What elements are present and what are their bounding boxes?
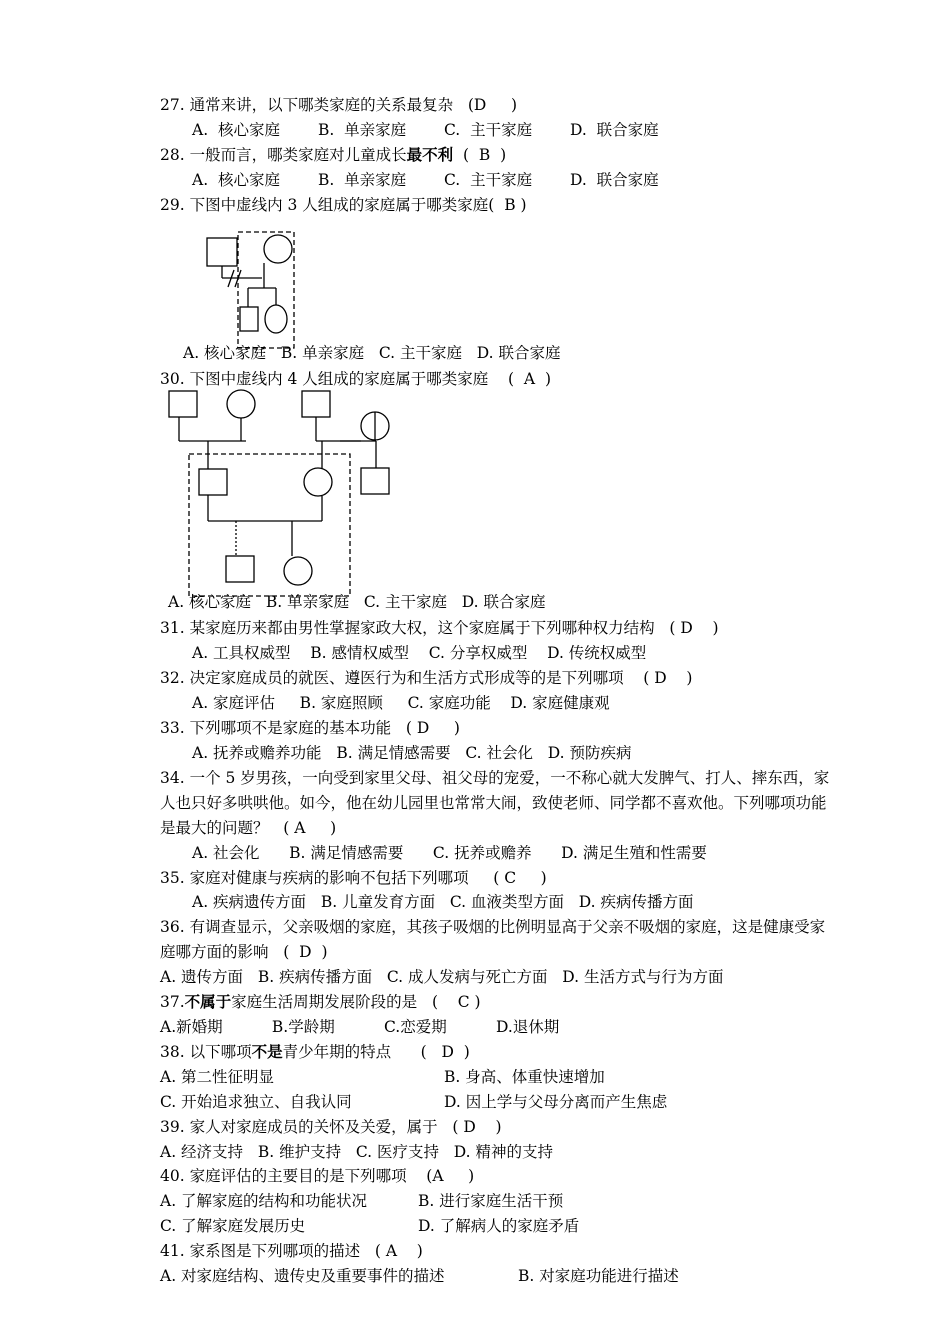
q30-dashed-boundary — [189, 454, 350, 596]
q28-option-c: C. 主干家庭 — [444, 171, 533, 189]
q38-option-b: B. 身高、体重快速增加 — [444, 1068, 605, 1086]
q35-stem: 35. 家庭对健康与疾病的影响不包括下列哪项 ( C ) — [160, 869, 547, 887]
q37-options: A.新婚期 B.学龄期 C.恋爱期 D.退休期 — [160, 1018, 560, 1036]
q27-stem: 27. 通常来讲，以下哪类家庭的关系最复杂 (D ) — [160, 96, 518, 114]
q29-divorce-slash-2 — [235, 270, 241, 287]
q27-option-b: B. 单亲家庭 — [318, 121, 407, 139]
q29-father-square — [207, 238, 237, 266]
q31-stem: 31. 某家庭历来都由男性掌握家政大权，这个家庭属于下列哪种权力结构 ( D ) — [160, 619, 719, 637]
q34-line-3: 是最大的问题？ ( A ) — [160, 819, 337, 837]
q29-divorce-slash-1 — [228, 270, 234, 287]
q36-options: A. 遗传方面 B. 疾病传播方面 C. 成人发病与死亡方面 D. 生活方式与行为方面 — [160, 968, 724, 986]
q32-stem: 32. 决定家庭成员的就医、遵医行为和生活方式形成等的是下列哪项 ( D ) — [160, 669, 693, 687]
q28-stem — [160, 145, 506, 165]
q27-option-c: C. 主干家庭 — [444, 121, 533, 139]
q28-emphasis: 最不利 — [406, 146, 454, 164]
q38-stem-pre: 38. 以下哪项 — [160, 1043, 252, 1061]
q30-daughter — [284, 557, 312, 585]
q29-son-square — [240, 307, 258, 331]
q40-option-c: C. 了解家庭发展历史 — [160, 1217, 306, 1235]
q34-line-1: 34. 一个 5 岁男孩，一向受到家里父母、祖父母的宠爱，一不称心就大发脾气、打人、摔东西，家 — [160, 769, 830, 787]
q37-emphasis: 不属于 — [184, 993, 232, 1011]
q40-option-d: D. 了解病人的家庭矛盾 — [418, 1217, 580, 1235]
q38-stem-post: 青少年期的特点 ( D ) — [282, 1043, 470, 1061]
q30-uncle — [361, 468, 389, 494]
q37-stem-post: 家庭生活周期发展阶段的是 ( C ) — [231, 993, 481, 1011]
q28-stem-post: ( B ) — [453, 146, 507, 164]
q38-option-a: A. 第二性征明显 — [160, 1068, 275, 1086]
q29-stem: 29. 下图中虚线内 3 人组成的家庭属于哪类家庭( B ) — [160, 196, 527, 214]
q30-mother — [304, 468, 332, 496]
q36-line-2: 庭哪方面的影响 ( D ) — [160, 943, 328, 961]
q37-stem-pre: 37. — [160, 993, 185, 1011]
q27-option-d: D. 联合家庭 — [570, 121, 659, 139]
q41-option-b: B. 对家庭功能进行描述 — [518, 1267, 679, 1285]
q38-emphasis: 不是 — [251, 1043, 283, 1061]
q38-option-c: C. 开始追求独立、自我认同 — [160, 1093, 352, 1111]
q41-option-a: A. 对家庭结构、遗传史及重要事件的描述 — [160, 1267, 445, 1285]
q39-stem: 39. 家人对家庭成员的关怀及关爱，属于 ( D ) — [160, 1118, 502, 1136]
q29-daughter-circle — [265, 305, 287, 333]
q29-mother-circle — [264, 235, 292, 263]
q30-stem: 30. 下图中虚线内 4 人组成的家庭属于哪类家庭 ( A ) — [160, 370, 551, 388]
q29-options: A. 核心家庭 B. 单亲家庭 C. 主干家庭 D. 联合家庭 — [183, 344, 561, 362]
q38-option-d: D. 因上学与父母分离而产生焦虑 — [444, 1093, 668, 1111]
q35-options: A. 疾病遗传方面 B. 儿童发育方面 C. 血液类型方面 D. 疾病传播方面 — [192, 893, 694, 911]
q27-option-a: A. 核心家庭 — [192, 121, 280, 139]
q30-paternal-grandfather — [169, 391, 197, 417]
q36-line-1: 36. 有调查显示，父亲吸烟的家庭，其孩子吸烟的比例明显高于父亲不吸烟的家庭，这是健康受家 — [160, 918, 826, 936]
q31-options: A. 工具权威型 B. 感情权威型 C. 分享权威型 D. 传统权威型 — [192, 644, 647, 662]
q30-paternal-grandmother — [227, 390, 255, 418]
q39-options: A. 经济支持 B. 维护支持 C. 医疗支持 D. 精神的支持 — [160, 1143, 554, 1161]
q28-option-b: B. 单亲家庭 — [318, 171, 407, 189]
q30-son — [226, 556, 254, 582]
q37-stem — [160, 992, 481, 1012]
q40-stem: 40. 家庭评估的主要目的是下列哪项 (A ) — [160, 1167, 475, 1185]
q40-option-a: A. 了解家庭的结构和功能状况 — [160, 1192, 368, 1210]
q33-options: A. 抚养或赡养功能 B. 满足情感需要 C. 社会化 D. 预防疾病 — [192, 744, 632, 762]
q30-options: A. 核心家庭 B. 单亲家庭 C. 主干家庭 D. 联合家庭 — [168, 593, 546, 611]
q30-father — [199, 469, 227, 495]
q30-maternal-grandfather — [302, 391, 330, 417]
q28-stem-pre: 28. 一般而言，哪类家庭对儿童成长 — [160, 146, 407, 164]
q34-line-2: 人也只好多哄哄他。如今，他在幼儿园里也常常大闹，致使老师、同学都不喜欢他。下列哪项功能 — [160, 794, 827, 812]
q32-options: A. 家庭评估 B. 家庭照顾 C. 家庭功能 D. 家庭健康观 — [192, 694, 610, 712]
q33-stem: 33. 下列哪项不是家庭的基本功能 ( D ) — [160, 719, 460, 737]
q30-maternal-grandmother — [361, 412, 389, 440]
q38-stem — [160, 1042, 470, 1062]
q40-option-b: B. 进行家庭生活干预 — [418, 1192, 564, 1210]
q28-option-a: A. 核心家庭 — [192, 171, 280, 189]
q28-option-d: D. 联合家庭 — [570, 171, 659, 189]
q41-stem: 41. 家系图是下列哪项的描述 ( A ) — [160, 1242, 423, 1260]
q34-options: A. 社会化 B. 满足情感需要 C. 抚养或赡养 D. 满足生殖和性需要 — [192, 844, 707, 862]
q29-dashed-boundary — [238, 232, 294, 348]
